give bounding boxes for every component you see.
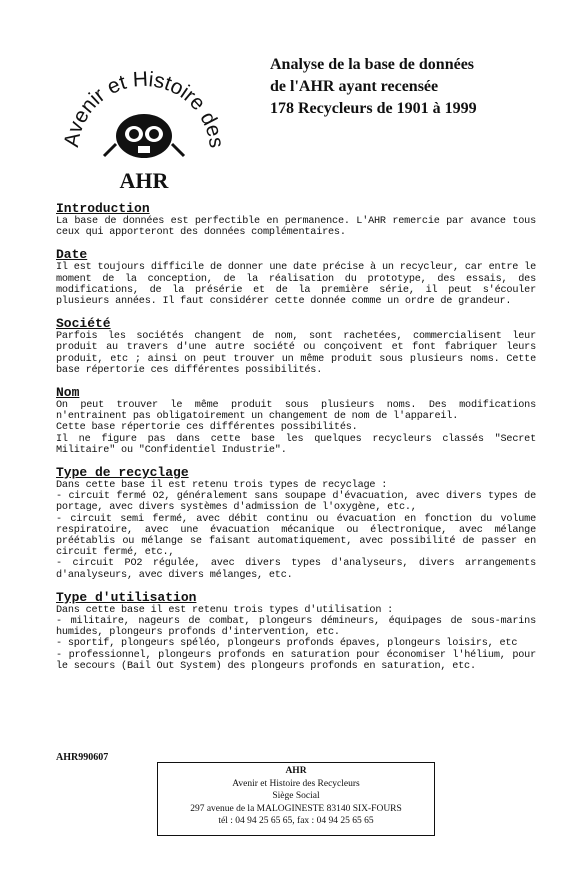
section-heading: Type de recyclage xyxy=(56,465,189,481)
section-text: Parfois les sociétés changent de nom, sont rachetées, commercialisent leur produit au travers d'une autre société ou conçoivent et font fabriquer leurs produit, etc ; ainsi on peut trouver un même produit sous plusieurs noms. Cette base répertorie ces différentes possibilités. xyxy=(56,331,536,376)
section-type-recyclage xyxy=(56,466,536,581)
section-heading: Date xyxy=(56,247,88,263)
section-date xyxy=(56,248,536,307)
section-text: Il ne figure pas dans cette base les quelques recycleurs classés "Secret Militaire" ou "Confidentiel Industrie". xyxy=(56,433,536,456)
ahr-logo xyxy=(40,24,240,204)
section-societe xyxy=(56,317,536,376)
section-text: Dans cette base il est retenu trois types de recyclage : xyxy=(56,480,388,492)
section-heading: Nom xyxy=(56,385,80,401)
document-reference: AHR990607 xyxy=(56,752,109,763)
contact-box xyxy=(157,762,435,836)
list-item: - sportif, plongeurs spéléo, plongeurs profonds épaves, plongeurs loisirs, etc xyxy=(56,638,518,650)
title-line: 178 Recycleurs de 1901 à 1999 xyxy=(270,100,477,117)
section-heading: Introduction xyxy=(56,201,150,216)
footer-office: Siège Social xyxy=(272,791,320,801)
footer-full-name: Avenir et Histoire des Recycleurs xyxy=(232,778,360,789)
section-text: Il est toujours difficile de donner une date précise à un recycleur, car entre le moment de la conception, de la réalisation du prototype, des essais, des modifications, de la présérie et de la première série, il peut s'écouler plusieurs années. Il faut considérer cette donnée comme un ordre de grandeur. xyxy=(56,262,536,308)
footer-name: AHR xyxy=(285,766,307,776)
section-nom xyxy=(56,386,536,456)
list-item: - circuit semi fermé, avec débit continu ou évacuation en fonction du volume respiratoire, avec une évacuation mécanique ou électronique, avec mélange préétablis ou mélange se faisant automatiquement, avec possibilité de passer en circuit fermé, etc., xyxy=(56,513,536,559)
section-text: On peut trouver le même produit sous plusieurs noms. Des modifications n'entrainent pas obligatoirement un changement de nom de l'appareil. xyxy=(56,400,536,423)
footer-contact: tél : 04 94 25 65 65, fax : 04 94 25 65 65 xyxy=(218,816,374,826)
list-item: - circuit PO2 régulée, avec divers types d'analyseurs, divers arrangements d'analyseurs, avec divers mélanges, etc. xyxy=(56,558,536,581)
title-line: Analyse de la base de données xyxy=(270,56,475,73)
section-text: Dans cette base il est retenu trois types d'utilisation : xyxy=(56,604,394,616)
document-body xyxy=(56,202,536,682)
section-introduction xyxy=(56,202,536,238)
footer-address: 297 avenue de la MALOGINESTE 83140 SIX-FOURS xyxy=(190,803,402,814)
section-text: Cette base répertorie ces différentes possibilités. xyxy=(56,422,358,434)
list-item: - militaire, nageurs de combat, plongeurs démineurs, équipages de sous-marins humides, plongeurs profonds d'intervention, etc. xyxy=(56,616,536,639)
logo-arc-text: Avenir et Histoire des xyxy=(60,67,228,150)
title-line: de l'AHR ayant recensée xyxy=(270,78,439,95)
document-title xyxy=(270,54,550,120)
list-item: - professionnel, plongeurs profonds en saturation pour économiser l'hélium, pour le secours (Bail Out System) des plongeurs profonds en saturation, etc. xyxy=(56,649,536,672)
section-type-utilisation xyxy=(56,591,536,672)
logo-acronym: AHR xyxy=(119,168,169,193)
ahr-logo-graphic xyxy=(40,24,240,204)
section-text: La base de données est perfectible en permanence. L'AHR remercie par avance tous ceux qui apporteront des données complémentaires. xyxy=(56,216,536,239)
section-heading: Type d'utilisation xyxy=(56,589,197,605)
diver-helmet-icon xyxy=(104,114,184,158)
section-heading: Société xyxy=(56,316,111,332)
list-item: - circuit fermé O2, généralement sans soupape d'évacuation, avec divers types de portage, avec divers systèmes d'admission de l'oxygène, etc., xyxy=(56,491,536,514)
